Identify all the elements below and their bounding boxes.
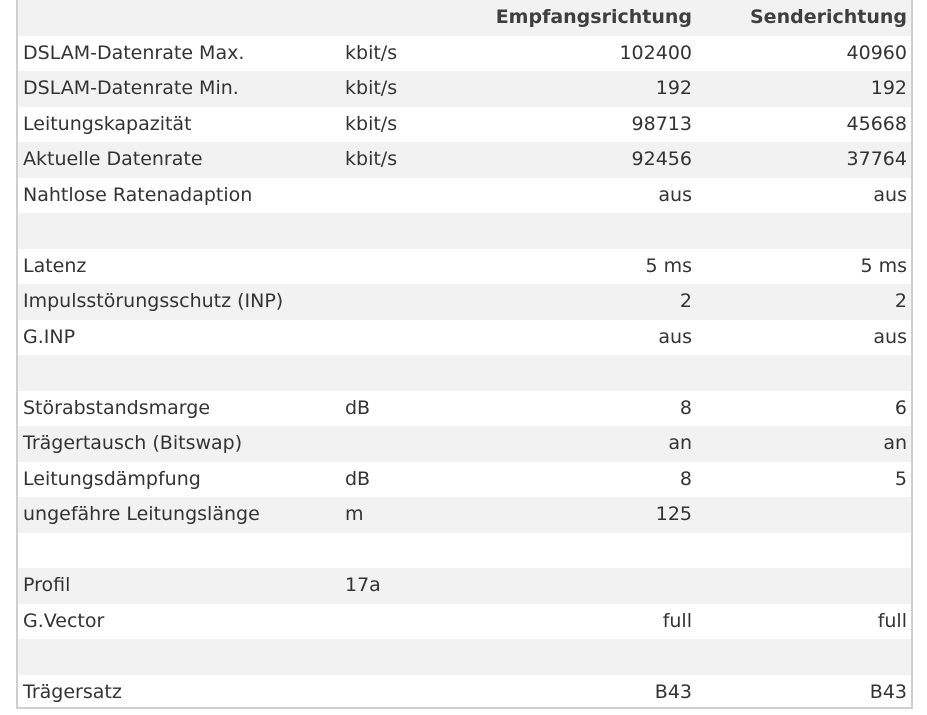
- table-row: [18, 355, 911, 391]
- table-header-row: [18, 0, 911, 36]
- row-label: ungefähre Leitungslänge: [18, 497, 341, 533]
- row-upstream-value: 45668: [696, 107, 911, 143]
- row-label: DSLAM-Datenrate Max.: [18, 36, 341, 72]
- row-upstream-value: [696, 533, 911, 569]
- row-unit: dB: [341, 391, 424, 427]
- row-downstream-value: full: [424, 604, 696, 640]
- row-upstream-value: [696, 213, 911, 249]
- row-upstream-value: [696, 568, 911, 604]
- row-label: Leitungsdämpfung: [18, 462, 341, 498]
- header-downstream: Empfangsrichtung: [424, 0, 696, 36]
- row-downstream-value: B43: [424, 675, 696, 710]
- row-upstream-value: aus: [696, 320, 911, 356]
- row-downstream-value: [424, 533, 696, 569]
- row-downstream-value: [424, 213, 696, 249]
- row-unit: [341, 320, 424, 356]
- row-downstream-value: 192: [424, 71, 696, 107]
- row-unit: [341, 249, 424, 285]
- row-label: Störabstandsmarge: [18, 391, 341, 427]
- row-upstream-value: 192: [696, 71, 911, 107]
- table-row: [18, 249, 911, 285]
- row-label: Impulsstörungsschutz (INP): [18, 284, 341, 320]
- row-label: G.Vector: [18, 604, 341, 640]
- table-row: [18, 320, 911, 356]
- row-unit: kbit/s: [341, 107, 424, 143]
- row-upstream-value: 6: [696, 391, 911, 427]
- row-downstream-value: aus: [424, 320, 696, 356]
- row-unit: [341, 178, 424, 214]
- row-label: [18, 639, 341, 675]
- row-upstream-value: [696, 355, 911, 391]
- row-label: G.INP: [18, 320, 341, 356]
- table-row: [18, 71, 911, 107]
- row-downstream-value: [424, 639, 696, 675]
- row-label: Nahtlose Ratenadaption: [18, 178, 341, 214]
- row-upstream-value: aus: [696, 178, 911, 214]
- row-unit: [341, 213, 424, 249]
- row-label: [18, 213, 341, 249]
- row-unit: kbit/s: [341, 71, 424, 107]
- row-downstream-value: 2: [424, 284, 696, 320]
- header-upstream: Senderichtung: [696, 0, 911, 36]
- row-upstream-value: 37764: [696, 142, 911, 178]
- row-unit: [341, 355, 424, 391]
- table-row: [18, 497, 911, 533]
- header-unit-cell: [341, 0, 424, 36]
- row-upstream-value: B43: [696, 675, 911, 710]
- row-label: Leitungskapazität: [18, 107, 341, 143]
- row-downstream-value: 92456: [424, 142, 696, 178]
- row-unit: m: [341, 497, 424, 533]
- dsl-spectrum-panel: [16, 0, 913, 709]
- header-label-cell: [18, 0, 341, 36]
- table-row: [18, 178, 911, 214]
- row-upstream-value: an: [696, 426, 911, 462]
- row-unit: kbit/s: [341, 142, 424, 178]
- row-label: DSLAM-Datenrate Min.: [18, 71, 341, 107]
- table-body: [18, 36, 911, 710]
- row-unit: 17a: [341, 568, 424, 604]
- table-row: [18, 462, 911, 498]
- table-row: [18, 426, 911, 462]
- row-upstream-value: full: [696, 604, 911, 640]
- table-row: [18, 639, 911, 675]
- row-label: Trägertausch (Bitswap): [18, 426, 341, 462]
- row-upstream-value: [696, 639, 911, 675]
- row-label: Latenz: [18, 249, 341, 285]
- row-downstream-value: 8: [424, 462, 696, 498]
- row-downstream-value: 98713: [424, 107, 696, 143]
- row-unit: [341, 675, 424, 710]
- row-downstream-value: [424, 355, 696, 391]
- row-unit: dB: [341, 462, 424, 498]
- table-row: [18, 533, 911, 569]
- row-downstream-value: 8: [424, 391, 696, 427]
- row-downstream-value: 102400: [424, 36, 696, 72]
- row-upstream-value: 5 ms: [696, 249, 911, 285]
- table-row: [18, 675, 911, 710]
- row-downstream-value: [424, 568, 696, 604]
- row-label: Trägersatz: [18, 675, 341, 710]
- row-downstream-value: an: [424, 426, 696, 462]
- row-unit: [341, 533, 424, 569]
- row-label: [18, 355, 341, 391]
- row-label: [18, 533, 341, 569]
- table-row: [18, 568, 911, 604]
- table-row: [18, 284, 911, 320]
- row-downstream-value: 5 ms: [424, 249, 696, 285]
- row-downstream-value: aus: [424, 178, 696, 214]
- row-downstream-value: 125: [424, 497, 696, 533]
- table-row: [18, 213, 911, 249]
- row-upstream-value: 2: [696, 284, 911, 320]
- row-unit: [341, 639, 424, 675]
- row-unit: kbit/s: [341, 36, 424, 72]
- row-unit: [341, 426, 424, 462]
- row-unit: [341, 284, 424, 320]
- table-row: [18, 142, 911, 178]
- table-row: [18, 604, 911, 640]
- row-upstream-value: 5: [696, 462, 911, 498]
- row-label: Profil: [18, 568, 341, 604]
- table-row: [18, 107, 911, 143]
- dsl-info-table: [18, 0, 911, 709]
- row-upstream-value: 40960: [696, 36, 911, 72]
- row-upstream-value: [696, 497, 911, 533]
- table-row: [18, 391, 911, 427]
- row-unit: [341, 604, 424, 640]
- row-label: Aktuelle Datenrate: [18, 142, 341, 178]
- table-row: [18, 36, 911, 72]
